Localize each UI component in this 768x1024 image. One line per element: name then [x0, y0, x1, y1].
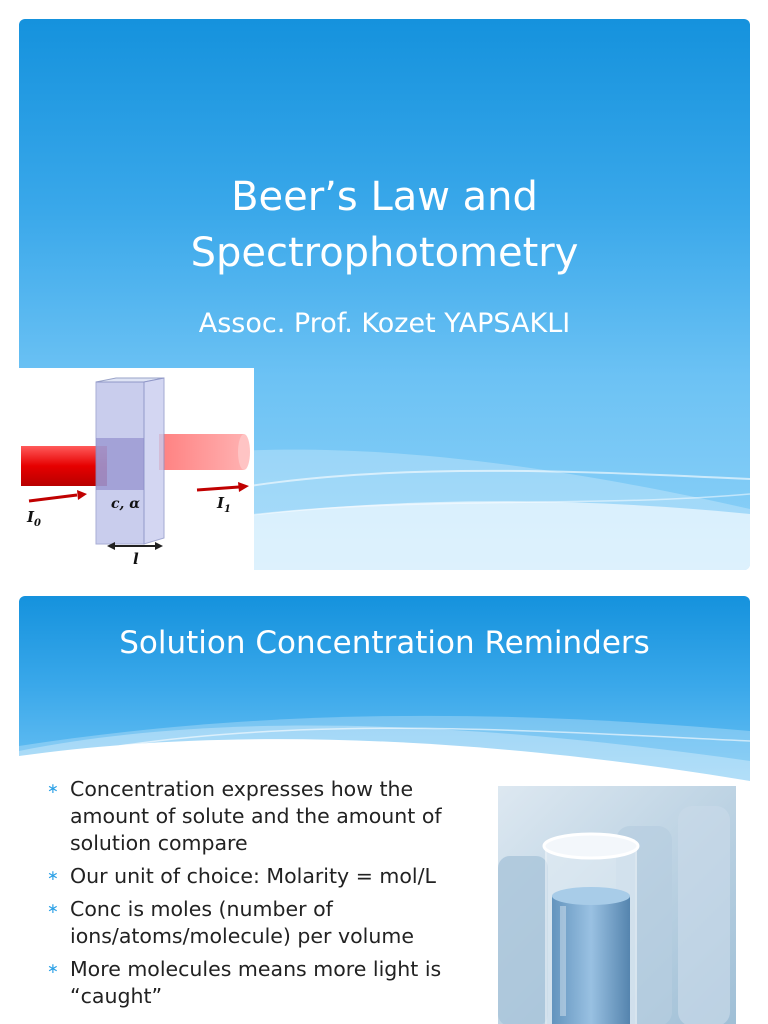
bullet-icon: ∗: [47, 961, 59, 977]
incident-arrow: [29, 490, 87, 501]
incident-intensity-subscript: 0: [34, 518, 41, 529]
bullet-text: Our unit of choice: Molarity = mol/L: [70, 864, 436, 888]
bullet-list: [47, 776, 457, 1016]
slide-title-line-1: Beer’s Law and: [231, 174, 538, 220]
cuvette-figure: [19, 368, 254, 570]
slide-title-line-2: Spectrophotometry: [190, 230, 579, 276]
test-tubes-photo: [498, 786, 736, 1024]
incident-intensity-symbol: I: [27, 508, 35, 526]
list-item: [47, 863, 457, 890]
cuvette-illustration: [19, 368, 254, 570]
test-tubes-illustration: [498, 786, 736, 1024]
transmitted-intensity-subscript: 1: [224, 504, 231, 515]
transmitted-beam: [159, 434, 250, 470]
incident-beam: [21, 446, 107, 486]
slide-subtitle: Assoc. Prof. Kozet YAPSAKLI: [198, 308, 571, 339]
cuvette: [96, 378, 164, 544]
bullet-icon: ∗: [47, 901, 59, 917]
bullet-text: More molecules means more light is “caught”: [70, 957, 442, 1008]
bullet-icon: ∗: [47, 868, 59, 884]
content-slide: [19, 596, 750, 1024]
bullet-text: Concentration expresses how the amount of solute and the amount of solution compare: [70, 777, 442, 855]
concentration-label: c, α: [111, 496, 141, 512]
list-item: [47, 956, 457, 1010]
list-item: [47, 896, 457, 950]
transmitted-intensity-symbol: I: [217, 494, 225, 512]
list-item: [47, 776, 457, 857]
transmitted-intensity-label: [216, 494, 231, 515]
bullet-text: Conc is moles (number of ions/atoms/molecule) per volume: [70, 897, 414, 948]
transmitted-arrow: [197, 482, 249, 492]
path-length-label: l: [133, 550, 139, 568]
slide-title: [19, 169, 750, 281]
incident-intensity-label: [26, 508, 41, 529]
slide-title: Solution Concentration Reminders: [119, 625, 650, 661]
bullet-icon: ∗: [47, 781, 59, 797]
